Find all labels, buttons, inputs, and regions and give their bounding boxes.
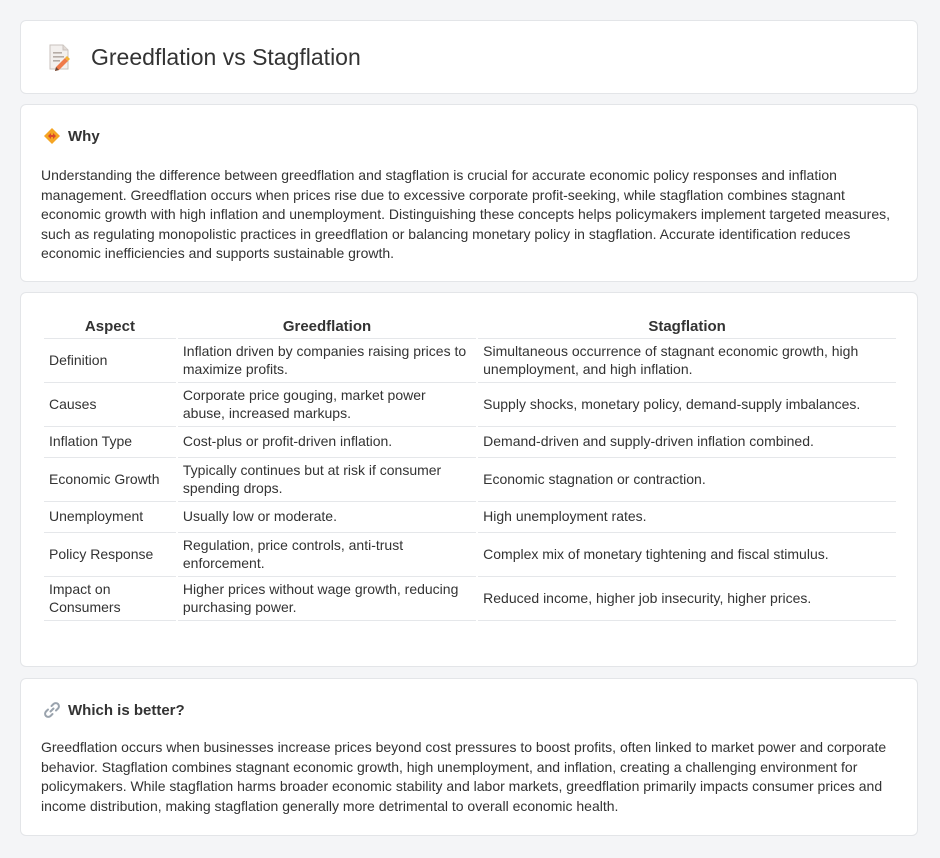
table-row [44,383,896,427]
stagflation-cell: Economic stagnation or contraction. [478,458,896,502]
comparison-table [42,315,898,621]
why-section [20,104,918,282]
better-heading: Which is better? [68,701,185,719]
table-row [44,339,896,383]
stagflation-cell: Supply shocks, monetary policy, demand-supply imbalances. [478,383,896,427]
greedflation-cell: Usually low or moderate. [178,502,476,533]
greedflation-cell: Cost-plus or profit-driven inflation. [178,427,476,458]
table-row [44,458,896,502]
why-heading: Why [68,127,100,145]
aspect-cell: Impact on Consumers [44,577,176,621]
table-row [44,533,896,577]
table-row [44,502,896,533]
document-pencil-icon [47,43,71,71]
greedflation-cell: Regulation, price controls, anti-trust enforcement. [178,533,476,577]
greedflation-cell: Corporate price gouging, market power abuse, increased markups. [178,383,476,427]
greedflation-cell: Inflation driven by companies raising prices to maximize profits. [178,339,476,383]
header-card [20,20,918,94]
better-heading-row [43,701,185,719]
table-row [44,427,896,458]
stagflation-cell: Reduced income, higher job insecurity, higher prices. [478,577,896,621]
greedflation-cell: Higher prices without wage growth, reducing purchasing power. [178,577,476,621]
greedflation-cell: Typically continues but at risk if consumer spending drops. [178,458,476,502]
why-heading-row [43,127,100,145]
aspect-cell: Economic Growth [44,458,176,502]
which-is-better-section [20,678,918,836]
column-header-greedflation: Greedflation [178,315,476,339]
aspect-cell: Causes [44,383,176,427]
aspect-cell: Policy Response [44,533,176,577]
page-title: Greedflation vs Stagflation [91,43,361,70]
why-text: Understanding the difference between greedflation and stagflation is crucial for accurate economic policy responses and inflation management. Greedflation occurs when prices rise due to excessive corporate profit-seeking, while stagflation combines stagnant economic growth with high inflation and unemployment. Distinguishing these concepts helps policymakers implement targeted measures, such as regulating monopolistic practices in greedflation or balancing monetary policy in stagflation. Accurate identification reduces economic inefficiencies and supports sustainable growth. [41,167,890,262]
column-header-stagflation: Stagflation [478,315,896,339]
aspect-cell: Definition [44,339,176,383]
stagflation-cell: Complex mix of monetary tightening and fiscal stimulus. [478,533,896,577]
stagflation-cell: Simultaneous occurrence of stagnant economic growth, high unemployment, and high inflation. [478,339,896,383]
stagflation-cell: Demand-driven and supply-driven inflation combined. [478,427,896,458]
comparison-section [20,292,918,667]
aspect-cell: Inflation Type [44,427,176,458]
table-row [44,577,896,621]
table-header-row [44,315,896,339]
link-icon [43,701,61,719]
header-bar [21,21,917,93]
aspect-cell: Unemployment [44,502,176,533]
column-header-aspect: Aspect [44,315,176,339]
better-text: Greedflation occurs when businesses increase prices beyond cost pressures to boost profits, often linked to market power and corporate behavior. Stagflation combines stagnant economic growth, high unemployment, and inflation, creating a challenging environment for policymakers. While stagflation harms broader economic stability and labor markets, greedflation primarily impacts consumer prices and income distribution, making stagflation generally more detrimental to overall economic health. [41,739,887,814]
stagflation-cell: High unemployment rates. [478,502,896,533]
diamond-arrows-icon [43,127,61,145]
